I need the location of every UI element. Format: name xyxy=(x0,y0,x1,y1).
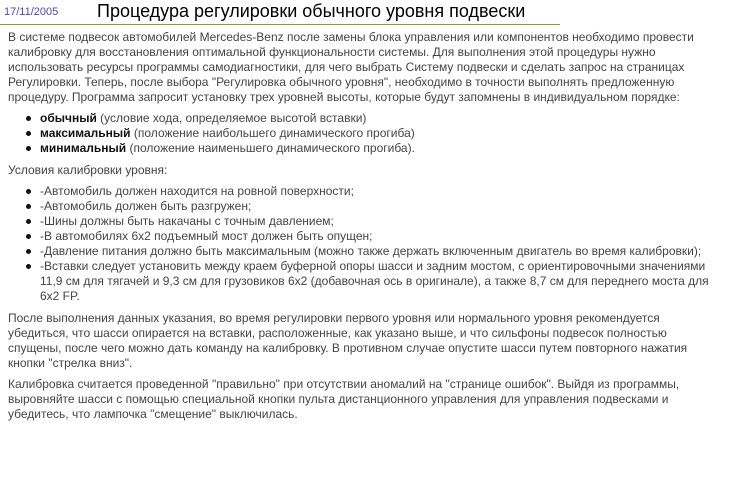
header-bar xyxy=(0,0,560,25)
list-item: -В автомобилях 6x2 подъемный мост должен быть опущен; xyxy=(26,229,720,244)
intro-paragraph: В системе подвесок автомобилей Mercedes-Benz после замены блока управления или компонентов необходимо провести калибровку для восстановления оптимальной функциональности системы. Для выполнения этой процедуры нужно использовать ресурсы программы самодиагностики, для чего выбрать Систему подвески и сделать запрос на страницах Регулировки. Теперь, после выбора "Регулировка обычного уровня", необходимо в точности выполнять предложенную процедуру. Программа запросит установку трех уровней высоты, которые будут запомнены в индивидуальном порядке: xyxy=(8,30,694,104)
list-item: -Автомобиль должен находится на ровной поверхности; xyxy=(26,184,720,199)
page-title: Процедура регулировки обычного уровня подвески xyxy=(97,1,526,21)
after-paragraph: После выполнения данных указания, во время регулировки первого уровня или нормального уровня рекомендуется убедиться, что шасси опирается на вставки, расположенные, как указано выше, и что сильфоны подвесок полностью спущены, после чего можно дать команду на калибровку. В противном случае опустите шасси путем повторного нажатия кнопки "стрелка вниз". xyxy=(8,311,688,370)
levels-list xyxy=(8,111,720,156)
level-description: (условие хода, определяемое высотой вставки) xyxy=(96,111,367,125)
level-term: обычный xyxy=(40,111,97,125)
level-description: (положение наименьшего динамического прогиба). xyxy=(126,141,415,155)
level-description: (положение наибольшего динамического прогиба) xyxy=(130,126,415,140)
final-paragraph: Калибровка считается проведенной "правильно" при отсутствии аномалий на "странице ошибок". Выйдя из программы, выровняйте шасси с помощью специальной кнопки пульта дистанционного управления для управления подвесками и убедитесь, что лампочка "смещение" выключилась. xyxy=(8,377,680,421)
list-item xyxy=(26,111,720,126)
level-term: минимальный xyxy=(40,141,127,155)
level-term: максимальный xyxy=(40,126,131,140)
conditions-heading: Условия калибровки уровня: xyxy=(8,163,168,177)
list-item: -Автомобиль должен быть разгружен; xyxy=(26,199,720,214)
list-item: -Давление питания должно быть максимальным (можно также держать включенным двигатель во время калибровки); xyxy=(26,244,720,259)
article-body xyxy=(8,30,720,428)
list-item: -Вставки следует установить между краем буферной опоры шасси и задним мостом, с ориентировочными значениями 11,9 см для тягачей и 9,3 см для грузовиков 6x2 (добавочная ось в оригинале), а также 8,7 см для переднего моста для 6x2 FP. xyxy=(26,259,720,304)
publish-date: 17/11/2005 xyxy=(4,6,59,18)
list-item xyxy=(26,141,720,156)
list-item xyxy=(26,126,720,141)
list-item: -Шины должны быть накачаны с точным давлением; xyxy=(26,214,720,229)
conditions-list xyxy=(8,184,720,304)
